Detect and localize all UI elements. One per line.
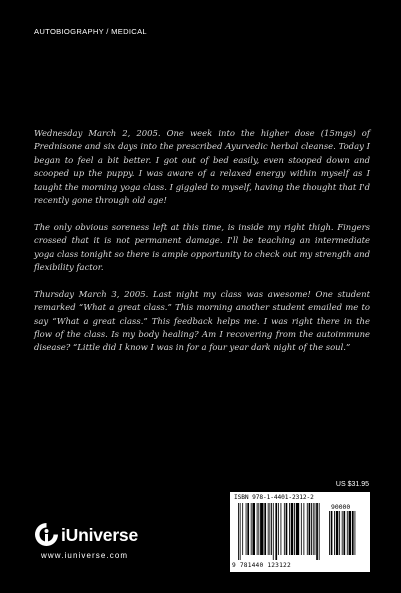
category-label: AUTOBIOGRAPHY / MEDICAL [34, 27, 147, 36]
barcode-addon-price: 90000 [331, 503, 351, 511]
ean-barcode-bars [238, 503, 326, 560]
isbn-number: ISBN 978-1-4401-2312-2 [234, 494, 314, 501]
publisher-logo [34, 522, 138, 548]
excerpt-paragraph-1: Wednesday March 2, 2005. One week into the higher dose (15mgs) of Prednisone and six days into the prescribed Ayurvedic herbal cleanse. Today I began to feel a bit better. I got out of bed easily, even stooped down and scooped up the puppy. I was aware of a relaxed energy within myself as I taught the morning yoga class. I giggled to myself, having the thought that I'd recently gone through old age! [34, 128, 370, 206]
isbn-barcode [230, 492, 370, 572]
publisher-website: www.iuniverse.com [41, 551, 129, 560]
addon-barcode-bars [329, 511, 364, 560]
publisher-name: iUniverse [61, 524, 138, 545]
iuniverse-logo-icon [34, 522, 59, 548]
excerpt-paragraph-2: The only obvious soreness left at this time, is inside my right thigh. Fingers crossed that it is not permanent damage. I'll be teaching an intermediate yoga class tonight so there is ample opportunity to check out my strength and flexibility factor. [34, 221, 370, 273]
excerpt-paragraph-3: Thursday March 3, 2005. Last night my class was awesome! One student remarked “What a great class.” This morning another student emailed me to say “What a great class.” This feedback helps me. I was right there in the flow of the class. Is my body healing? Am I recovering from the autoimmune disease? “Little did I know I was in for a four year dark night of the soul.” [34, 288, 370, 353]
price-label: US $31.95 [335, 481, 369, 488]
barcode-digits: 9 781440 123122 [232, 562, 291, 569]
back-cover-excerpt [34, 127, 370, 368]
